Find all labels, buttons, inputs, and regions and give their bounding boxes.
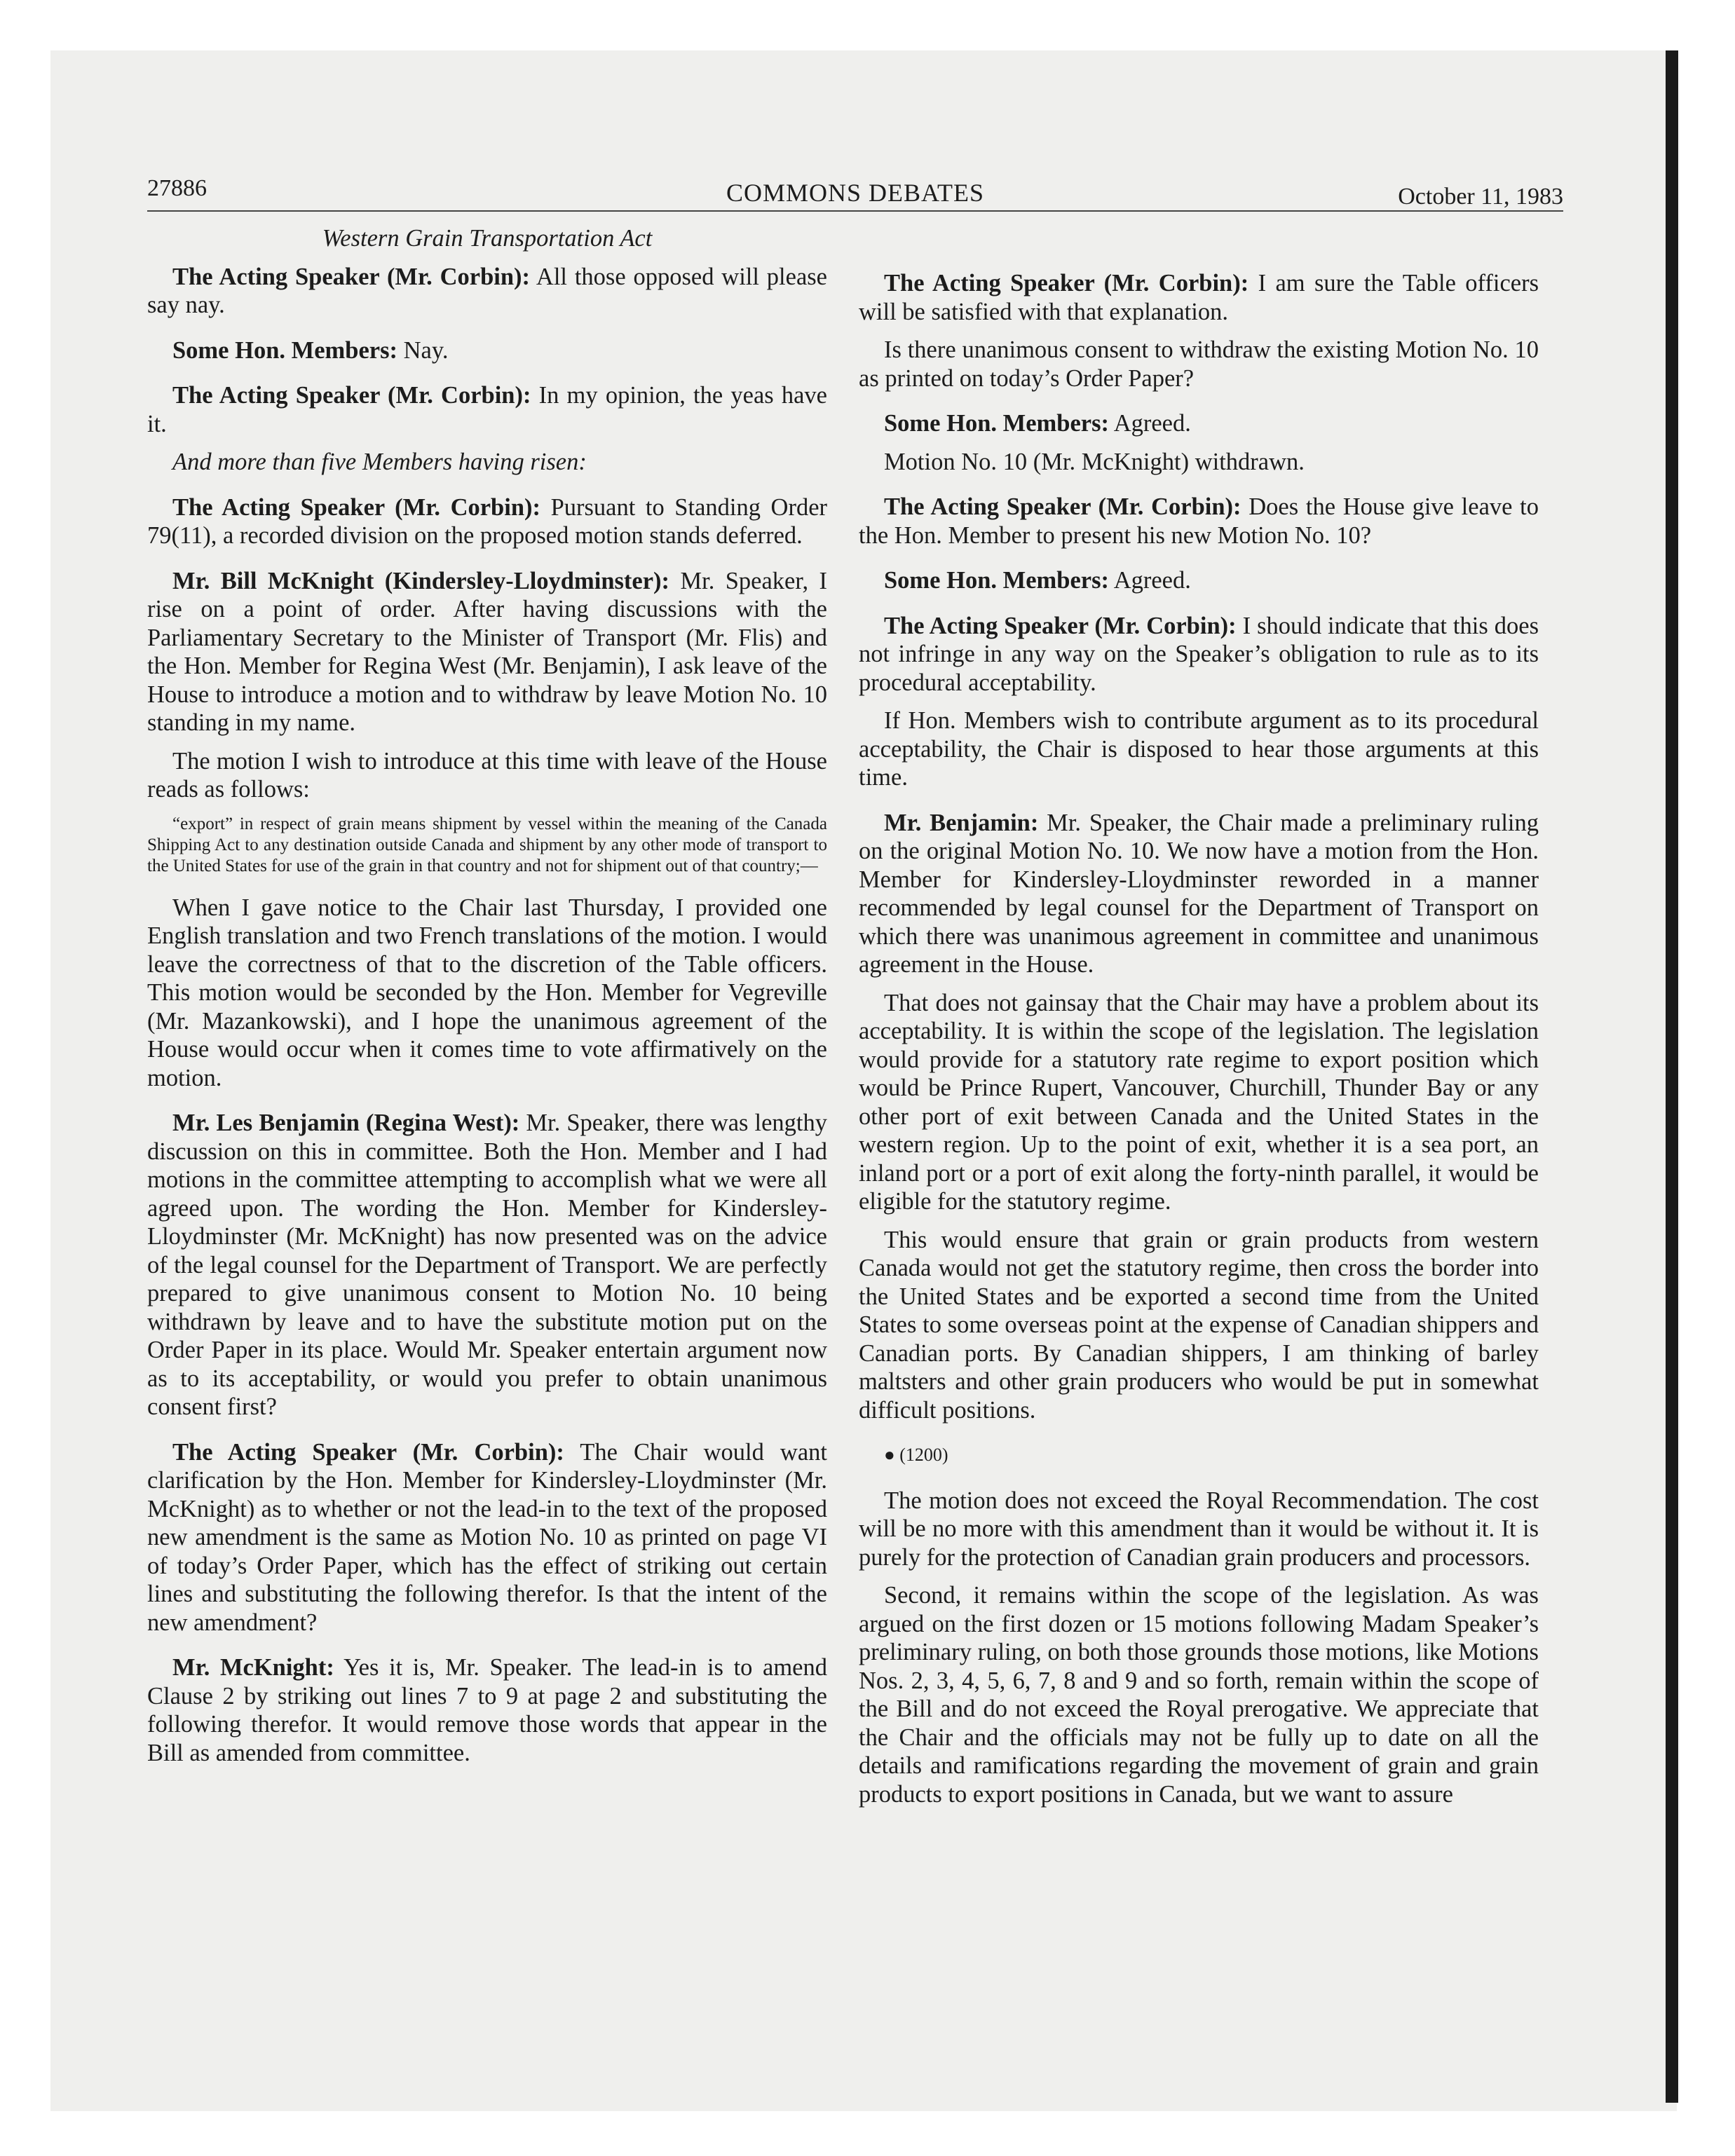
motion-quote: “export” in respect of grain means shipment by vessel within the meaning of the Canada Shipping Act to any destination outside Canada and shipment by any other mode of transport to the United States for use of the grain in that country and not for shipment out of that country;— [147, 814, 827, 875]
paragraph [859, 809, 1539, 979]
paragraph [859, 566, 1539, 595]
paragraph: That does not gainsay that the Chair may have a problem about its acceptability. It is within the scope of the legislation. The legislation would provide for a statutory rate regime to export position which would be Prince Rupert, Vancouver, Churchill, Thunder Bay or any other port of exit between Canada and the United States in the western region. Up to the point of exit, whether it is a sea port, an inland port or a port of exit along the forty-ninth parallel, it would be eligible for the statutory regime. [859, 989, 1539, 1215]
paragraph: The motion does not exceed the Royal Recommendation. The cost will be no more with this amendment than it would be without it. It is purely for the protection of Canadian grain producers and processors. [859, 1487, 1539, 1571]
paragraph: Second, it remains within the scope of the legislation. As was argued on the first dozen or 15 motions following Madam Speaker’s preliminary ruling, on both those grounds those motions, like Motions Nos. 2, 3, 4, 5, 6, 7, 8 and 9 and so forth, remain within the scope of the Bill and do not exceed the Royal prerogative. We appreciate that the Chair and the officials may not be fully up to date on all the details and ramifications regarding the movement of grain and grain products to export positions in Canada, but we want to assure [859, 1582, 1539, 1808]
paragraph [147, 1653, 827, 1767]
speech-text: In my opinion, the yeas have it. [147, 382, 827, 437]
publication-date: October 11, 1983 [1398, 184, 1563, 210]
header-rule [147, 210, 1563, 212]
speaker-name: The Acting Speaker (Mr. Corbin): [172, 493, 540, 521]
paragraph [859, 493, 1539, 550]
speaker-name: The Acting Speaker (Mr. Corbin): [884, 493, 1241, 520]
paragraph: This would ensure that grain or grain products from western Canada would not get the statutory regime, then cross the border into the United States and be exported a second time from the United States to some overseas point at the expense of Canadian shippers and Canadian ports. By Canadian shippers, I am thinking of barley maltsters and other grain producers who would be put in somewhat difficult positions. [859, 1226, 1539, 1424]
speech-text: Mr. Speaker, there was lengthy discussion on this in committee. Both the Hon. Member and I had motions in the committee attempting to accomplish what we were all agreed upon. The wording the Hon. Member for Kindersley-Lloydminster (Mr. McKnight) has now presented was on the advice of the legal counsel for the Department of Transport. We are perfectly prepared to give unanimous consent to Motion No. 10 being withdrawn by leave and to have the substitute motion put on the Order Paper in its place. Would Mr. Speaker entertain argument now as to its acceptability, or would you prefer to obtain unanimous consent first? [147, 1110, 827, 1420]
speech-text: I should indicate that this does not infringe in any way on the Speaker’s obligation to rule as to its procedural acceptability. [859, 612, 1539, 696]
paragraph: If Hon. Members wish to contribute argument as to its procedural acceptability, the Chair is disposed to hear those arguments at this time. [859, 707, 1539, 791]
stage-direction: And more than five Members having risen: [172, 449, 587, 475]
page-number: 27886 [147, 175, 207, 201]
speaker-name: Mr. Bill McKnight (Kindersley-Lloydminster): [172, 567, 670, 594]
paragraph [147, 381, 827, 438]
speaker-name: Mr. Les Benjamin (Regina West): [172, 1110, 520, 1136]
speech-text: Yes it is, Mr. Speaker. The lead-in is to amend Clause 2 by striking out lines 7 to 9 at page 2 and substituting the following therefor. It would remove those words that appear in the Bill as amended from committee. [147, 1654, 827, 1766]
section-heading: Western Grain Transportation Act [322, 225, 653, 252]
speaker-name: The Acting Speaker (Mr. Corbin): [172, 382, 531, 409]
left-column [147, 224, 827, 1784]
speaker-name: The Acting Speaker (Mr. Corbin): [884, 612, 1237, 639]
time-marker [859, 1441, 1539, 1470]
paragraph [859, 409, 1539, 438]
speech-text: Agreed. [1108, 410, 1191, 437]
paragraph [147, 1438, 827, 1637]
speech-text: Agreed. [1108, 567, 1191, 594]
speaker-name: The Acting Speaker (Mr. Corbin): [172, 1438, 564, 1466]
paragraph: Motion No. 10 (Mr. McKnight) withdrawn. [884, 448, 1305, 475]
paragraph [147, 1109, 827, 1421]
speaker-name: The Acting Speaker (Mr. Corbin): [172, 263, 531, 290]
speech-text: All those opposed will please say nay. [147, 263, 827, 318]
speech-text: Mr. Speaker, the Chair made a preliminary ruling on the original Motion No. 10. We now have a motion from the Hon. Member for Kindersley-Lloydminster reworded in a manner recommended by legal counsel for the Department of Transport on which there was unanimous agreement in committee and unanimous agreement in the House. [859, 809, 1539, 978]
paragraph [147, 336, 827, 365]
speaker-name: The Acting Speaker (Mr. Corbin): [884, 270, 1249, 296]
paragraph [147, 263, 827, 320]
paragraph [147, 493, 827, 550]
speaker-name: Mr. Benjamin: [884, 809, 1039, 836]
paragraph [859, 269, 1539, 326]
speech-text: Pursuant to Standing Order 79(11), a recorded division on the proposed motion stands deferred. [147, 493, 827, 549]
right-column [859, 269, 1539, 1825]
paragraph: The motion I wish to introduce at this time with leave of the House reads as follows: [147, 747, 827, 803]
paragraph: When I gave notice to the Chair last Thursday, I provided one English translation and two French translations of the motion. I would leave the correctness of that to the discretion of the Table officers. This motion would be seconded by the Hon. Member for Vegreville (Mr. Mazankowski), and I hope the unanimous agreement of the House would occur when it comes time to vote affirmatively on the motion. [147, 894, 827, 1091]
speech-text: Does the House give leave to the Hon. Member to present his new Motion No. 10? [859, 493, 1539, 549]
scan-edge-shadow [1666, 50, 1678, 2103]
speech-text: The Chair would want clarification by the Hon. Member for Kindersley-Lloydminster (Mr. McKnight) as to whether or not the lead-in to the text of the proposed new amendment is the same as Motion No. 10 as printed on page VI of today’s Order Paper, which has the effect of striking out certain lines and substituting the following therefor. Is that the intent of the new amendment? [147, 1438, 827, 1636]
speech-text: Nay. [397, 336, 449, 364]
paragraph [859, 612, 1539, 697]
speaker-name: Some Hon. Members: [884, 410, 1109, 437]
publication-title: COMMONS DEBATES [726, 179, 985, 207]
speaker-name: Mr. McKnight: [172, 1654, 334, 1681]
time-marker-text: (1200) [899, 1445, 948, 1465]
speaker-name: Some Hon. Members: [884, 567, 1109, 594]
speech-text: I am sure the Table officers will be satisfied with that explanation. [859, 270, 1539, 325]
paragraph: Is there unanimous consent to withdraw the existing Motion No. 10 as printed on today’s Order Paper? [859, 336, 1539, 392]
paragraph [147, 567, 827, 737]
bullet-icon: ● [884, 1445, 895, 1465]
speech-text: Mr. Speaker, I rise on a point of order. After having discussions with the Parliamentary Secretary to the Minister of Transport (Mr. Flis) and the Hon. Member for Regina West (Mr. Benjamin), I ask leave of the House to introduce a motion and to withdraw by leave Motion No. 10 standing in my name. [147, 567, 827, 736]
speaker-name: Some Hon. Members: [172, 336, 397, 364]
